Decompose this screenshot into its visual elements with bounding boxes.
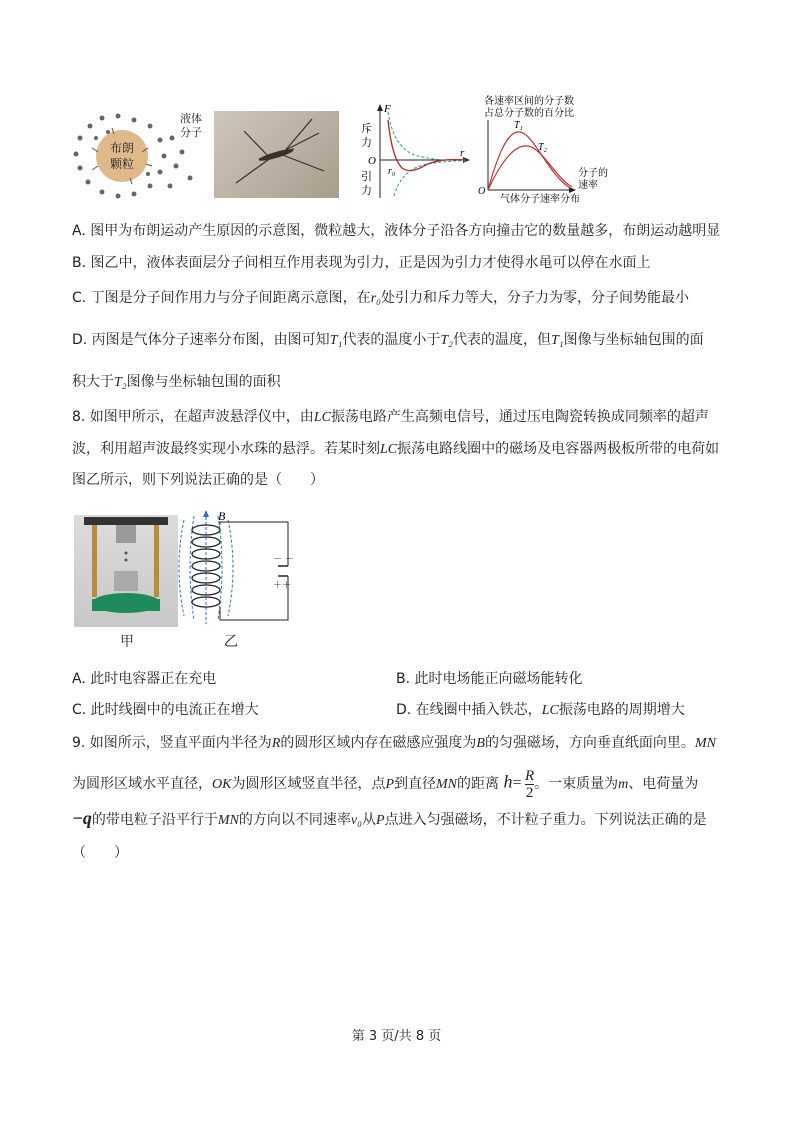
- liquid-label-2: 分子: [180, 126, 202, 139]
- q7-option-b: B. 图乙中，液体表面层分子间相互作用表现为引力，正是因为引力才使得水黾可以停在水面上: [72, 255, 651, 271]
- q8-stem-line1: 8. 如图甲所示，在超声波悬浮仪中，由LC振荡电路产生高频电信号，通过压电陶瓷转换成同频率的超声: [72, 409, 709, 425]
- lc-circuit-diagram: [180, 508, 294, 628]
- net-force-curve: [388, 120, 466, 171]
- dist-title-2: 占总分子数的百分比: [484, 108, 574, 119]
- axis-F-label: F: [384, 103, 391, 115]
- speed-distribution-graph: [478, 94, 618, 204]
- q7-option-d-line1: D. 丙图是气体分子速率分布图，由图可知T₁代表的温度小于T₂代表的温度，但T₁图像与坐标轴包围的面: [72, 332, 704, 348]
- q7-option-a: A. 图甲为布朗运动产生原因的示意图，微粒越大，液体分子沿各方向撞击它的数量越多，布朗运动越明显: [72, 223, 721, 239]
- q8-option-c: C. 此时线圈中的电流正在增大: [72, 702, 259, 718]
- svg-text:＋＋: ＋＋: [273, 581, 292, 591]
- water-strider-photo: [214, 111, 339, 198]
- dist-origin: O: [478, 186, 486, 197]
- field-B-label: B: [218, 509, 226, 523]
- coil: [192, 525, 220, 607]
- dist-xlabel-2: 速率: [578, 180, 598, 191]
- q8-option-d: D. 在线圈中插入铁芯，LC振荡电路的周期增大: [396, 702, 685, 718]
- dist-caption: 气体分子速率分布: [500, 194, 580, 205]
- q8-option-a: A. 此时电容器正在充电: [72, 671, 217, 687]
- molecular-force-graph: [358, 100, 473, 202]
- q8-option-b: B. 此时电场能正向磁场能转化: [396, 671, 583, 687]
- attraction-label-1: 引: [361, 170, 372, 183]
- q7-option-c: C. 丁图是分子间作用力与分子间距离示意图，在r₀处引力和斥力等大，分子力为零，分子间势能最小: [72, 290, 690, 306]
- h-equals-r-over-2: h= $\frac{R}{2}$: [503, 767, 535, 801]
- origin-label: O: [368, 155, 376, 167]
- axis-r-label: r: [460, 147, 465, 159]
- r0-label: r₀: [388, 166, 396, 177]
- r0-symbol: r₀: [370, 291, 382, 306]
- q9-stem-line2: 为圆形区域水平直径，OK为圆形区域竖直半径，点P到直径MN的距离 h= $\frac{R}{2}$ 。一束质量为m、电荷量为: [72, 767, 699, 801]
- repulsion-label-1: 斥: [361, 122, 372, 135]
- T2-label: T₂: [538, 142, 548, 153]
- q9-stem-line4: （ ）: [72, 845, 128, 861]
- fig-label-yi: 乙: [224, 634, 238, 650]
- svg-text:－ －: － －: [273, 555, 294, 565]
- liquid-label-1: 液体: [180, 112, 202, 125]
- dist-xlabel-1: 分子的: [578, 168, 608, 179]
- repulsion-label-2: 力: [361, 136, 372, 149]
- T1-label: T₁: [514, 120, 524, 131]
- q9-stem-line3: −q的带电粒子沿平行于MN的方向以不同速率v₀从P点进入匀强磁场，不计粒子重力。下列说法正确的是: [72, 808, 707, 828]
- attraction-curve: [394, 161, 466, 196]
- q9-stem-line1: 9. 如图所示，竖直平面内半径为R的圆形区域内存在磁感应强度为B的匀强磁场，方向垂直纸面向里。MN: [72, 735, 716, 751]
- T1-curve: [488, 132, 570, 190]
- particle-label-2: 颗粒: [109, 157, 135, 171]
- attraction-label-2: 力: [361, 184, 372, 197]
- dist-title-1: 各速率区间的分子数: [484, 96, 574, 107]
- q8-stem-line3: 图乙所示，则下列说法正确的是（ ）: [72, 472, 324, 488]
- particle-label-1: 布朗: [109, 141, 135, 155]
- brownian-motion-figure: [72, 108, 212, 200]
- q7-option-d-line2: 积大于T₂图像与坐标轴包围的面积: [72, 374, 281, 390]
- page-footer: 第 3 页/共 8 页: [351, 1029, 442, 1044]
- fig-label-jia: 甲: [120, 634, 134, 650]
- repulsion-curve: [388, 112, 466, 160]
- levitator-photo: [74, 515, 178, 627]
- q8-stem-line2: 波，利用超声波最终实现小水珠的悬浮。若某时刻LC振荡电路线圈中的磁场及电容器两极板所带的电荷如: [72, 441, 720, 457]
